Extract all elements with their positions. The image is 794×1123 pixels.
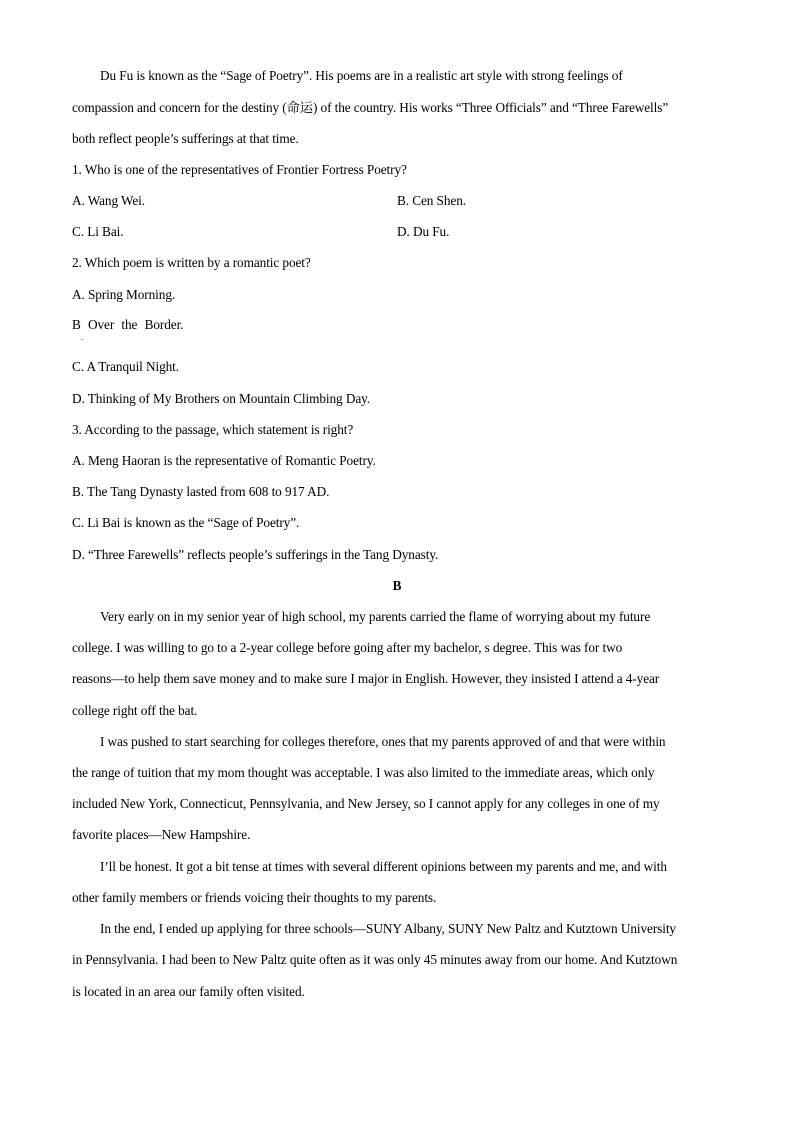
passage-a-line: Du Fu is known as the “Sage of Poetry”. His poems are in a realistic art style with strong feelings of: [100, 68, 623, 83]
section-b-line: In the end, I ended up applying for three schools—SUNY Albany, SUNY New Paltz and Kutztown University: [100, 921, 676, 936]
section-b-line: college right off the bat.: [72, 703, 198, 718]
question-1-option-c: C. Li Bai.: [72, 224, 124, 239]
section-b-line: included New York, Connecticut, Pennsylvania, and New Jersey, so I cannot apply for any colleges in one of my: [72, 796, 660, 811]
question-1-stem: 1. Who is one of the representatives of Frontier Fortress Poetry?: [72, 162, 407, 177]
question-2-option-a: A. Spring Morning.: [72, 287, 176, 302]
question-3-option-d: D. “Three Farewells” reflects people’s sufferings in the Tang Dynasty.: [72, 547, 439, 562]
section-b-line: I’ll be honest. It got a bit tense at times with several different opinions between my parents and me, and with: [100, 859, 667, 874]
question-2-option-c: C. A Tranquil Night.: [72, 359, 179, 374]
section-b-line: favorite places—New Hampshire.: [72, 827, 251, 842]
question-1-option-a: A. Wang Wei.: [72, 193, 145, 208]
section-b-line: I was pushed to start searching for colleges therefore, ones that my parents approved of and that were within: [100, 734, 666, 749]
section-b-line: college. I was willing to go to a 2-year college before going after my bachelor, s degree. This was for two: [72, 640, 623, 655]
question-1-option-d: D. Du Fu.: [397, 224, 450, 239]
question-3-option-c: C. Li Bai is known as the “Sage of Poetry”.: [72, 515, 300, 530]
question-3-option-b: B. The Tang Dynasty lasted from 608 to 917 AD.: [72, 484, 330, 499]
question-2-option-b: B Over the Border.: [72, 317, 184, 332]
section-b-line: is located in an area our family often visited.: [72, 984, 305, 999]
question-2-stem: 2. Which poem is written by a romantic poet?: [72, 255, 311, 270]
section-b-heading: B: [392, 578, 402, 593]
section-b-line: Very early on in my senior year of high school, my parents carried the flame of worrying about my future: [100, 609, 651, 624]
passage-a-line: both reflect people’s sufferings at that time.: [72, 131, 299, 146]
question-3-stem: 3. According to the passage, which statement is right?: [72, 422, 354, 437]
question-1-option-b: B. Cen Shen.: [397, 193, 466, 208]
section-b-line: reasons—to help them save money and to make sure I major in English. However, they insisted I attend a 4-year: [72, 671, 660, 686]
section-b-line: the range of tuition that my mom thought was acceptable. I was also limited to the immediate areas, which only: [72, 765, 655, 780]
question-2-option-d: D. Thinking of My Brothers on Mountain Climbing Day.: [72, 391, 371, 406]
question-3-option-a: A. Meng Haoran is the representative of Romantic Poetry.: [72, 453, 376, 468]
section-b-line: other family members or friends voicing their thoughts to my parents.: [72, 890, 437, 905]
passage-a-line: compassion and concern for the destiny (命运) of the country. His works “Three Officials” and “Three Farewells”: [72, 100, 669, 115]
stray-mark: .: [81, 333, 83, 342]
section-b-line: in Pennsylvania. I had been to New Paltz quite often as it was only 45 minutes away from our home. And Kutztown: [72, 952, 678, 967]
